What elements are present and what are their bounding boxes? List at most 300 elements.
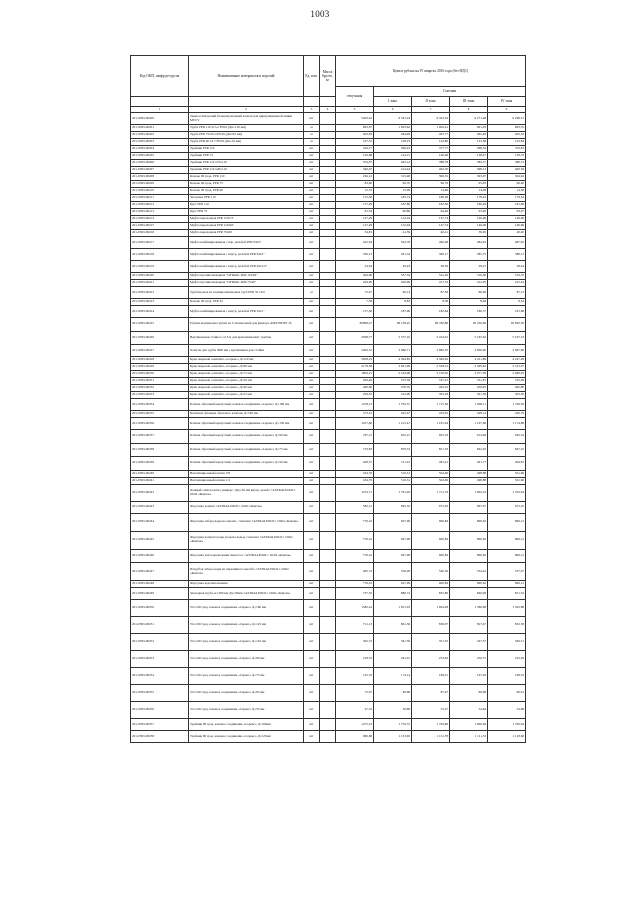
cell-name: Муфта противопожарная "ОГРАКС-ПМ-75/40" bbox=[189, 280, 304, 287]
cell-zone1-price: 927,09 bbox=[374, 513, 412, 531]
cell-zone4-price: 896,12 bbox=[488, 581, 526, 588]
table-row bbox=[131, 202, 526, 209]
cell-zone3-price: 167,29 bbox=[450, 668, 488, 685]
table-row bbox=[131, 702, 526, 719]
cell-zone2-price: 96 330,88 bbox=[412, 318, 450, 332]
table-row bbox=[131, 418, 526, 430]
cell-code: 201-0393-00219 bbox=[131, 261, 189, 273]
table-row bbox=[131, 113, 526, 125]
cell-code: 201-0393-00246 bbox=[131, 549, 189, 563]
cell-mass bbox=[320, 563, 336, 581]
cell-zone3-price: 2 499,62 bbox=[450, 364, 488, 371]
cell-release-price: 434,76 bbox=[336, 470, 374, 477]
cell-unit: шт bbox=[304, 306, 320, 318]
cell-release-price: 218,52 bbox=[336, 651, 374, 668]
cell-name: Клапан обратный корпусный, клеевое соединение «Серекс» Д=75 мм bbox=[189, 443, 304, 457]
cell-release-price: 145,79 bbox=[336, 668, 374, 685]
cell-unit: шт bbox=[304, 600, 320, 617]
cell-zone4-price: 896,12 bbox=[488, 549, 526, 563]
table-row bbox=[131, 209, 526, 216]
cell-zone2-price: 1 181,04 bbox=[412, 418, 450, 430]
cell-zone3-price: 123,38 bbox=[450, 139, 488, 146]
cell-unit: шт bbox=[304, 531, 320, 549]
cell-unit: шт bbox=[304, 357, 320, 364]
header-empty bbox=[320, 97, 336, 107]
column-number: 1 bbox=[131, 107, 189, 113]
cell-zone4-price: 1 174,88 bbox=[488, 418, 526, 430]
cell-zone3-price: 180,49 bbox=[450, 202, 488, 209]
table-row bbox=[131, 563, 526, 581]
cell-name: Клапан обратный корпусный, клеевое соединение «Серекс» Д=50 мм bbox=[189, 457, 304, 471]
cell-release-price: 47,32 bbox=[336, 702, 374, 719]
cell-mass bbox=[320, 318, 336, 332]
cell-code: 201-0393-00245 bbox=[131, 531, 189, 549]
cell-unit: шт bbox=[304, 230, 320, 237]
cell-zone2-price: 675,63 bbox=[412, 501, 450, 513]
cell-unit: шт bbox=[304, 195, 320, 202]
cell-zone4-price: 896,12 bbox=[488, 531, 526, 549]
cell-mass bbox=[320, 273, 336, 280]
cell-release-price: 120,68 bbox=[336, 153, 374, 160]
cell-code: 201-0393-00203 bbox=[131, 139, 189, 146]
cell-zone3-price: 914,69 bbox=[450, 430, 488, 444]
cell-zone4-price: 146,96 bbox=[488, 223, 526, 230]
cell-name: Трубопровод из полипропиленовых труб PPR 32 x3,0 bbox=[189, 287, 304, 299]
cell-release-price: 1475,23 bbox=[336, 719, 374, 731]
cell-release-price: 302,72 bbox=[336, 634, 374, 651]
cell-zone4-price: 139,33 bbox=[488, 153, 526, 160]
cell-zone2-price: 504,60 bbox=[412, 470, 450, 477]
cell-zone1-price: 927,09 bbox=[374, 531, 412, 549]
cell-release-price: 422,64 bbox=[336, 237, 374, 249]
cell-name: Форсунка донная <ASTRALPOOL> ООО «Коитек» bbox=[189, 501, 304, 513]
cell-code: 201-0393-00257 bbox=[131, 719, 189, 731]
table-row bbox=[131, 125, 526, 132]
table-row bbox=[131, 331, 526, 345]
cell-code: 201-0393-00247 bbox=[131, 563, 189, 581]
cell-zone2-price: 497,41 bbox=[412, 457, 450, 471]
table-row bbox=[131, 392, 526, 399]
cell-mass bbox=[320, 430, 336, 444]
cell-release-price: 776,16 bbox=[336, 581, 374, 588]
cell-unit: шт bbox=[304, 581, 320, 588]
cell-release-price: 797,15 bbox=[336, 430, 374, 444]
cell-code: 201-0393-00205 bbox=[131, 153, 189, 160]
cell-zone2-price: 351,35 bbox=[412, 634, 450, 651]
cell-unit: шт bbox=[304, 399, 320, 411]
cell-zone2-price: 55,27 bbox=[412, 702, 450, 719]
cell-code: 201-0393-00204 bbox=[131, 146, 189, 153]
cell-code: 201-0393-00235 bbox=[131, 411, 189, 418]
table-row bbox=[131, 230, 526, 237]
table-row bbox=[131, 549, 526, 563]
cell-zone4-price: 896,12 bbox=[488, 513, 526, 531]
cell-unit: шт bbox=[304, 634, 320, 651]
cell-zone2-price: 96,79 bbox=[412, 181, 450, 188]
cell-mass bbox=[320, 113, 336, 125]
cell-zone3-price: 138,47 bbox=[450, 153, 488, 160]
cell-zone4-price: 40,20 bbox=[488, 230, 526, 237]
cell-zone3-price: 890,62 bbox=[450, 581, 488, 588]
cell-release-price: 463,46 bbox=[336, 378, 374, 385]
cell-name: Бурт PPR 110 bbox=[189, 202, 304, 209]
cell-zone2-price: 1 711,53 bbox=[412, 484, 450, 501]
cell-code: 201-0393-00200 bbox=[131, 113, 189, 125]
cell-release-price: 7,39 bbox=[336, 299, 374, 306]
cell-release-price: 157,29 bbox=[336, 202, 374, 209]
cell-zone1-price: 4 394,85 bbox=[374, 357, 412, 364]
cell-mass bbox=[320, 392, 336, 399]
cell-name: Форсунка для подключения пылесоса <ASTRALPOOL> ООО «Коитек» bbox=[189, 549, 304, 563]
cell-zone3-price: 54,64 bbox=[450, 702, 488, 719]
cell-mass bbox=[320, 513, 336, 531]
table-row bbox=[131, 668, 526, 685]
cell-zone2-price: 851,70 bbox=[412, 443, 450, 457]
cell-zone2-price: 28,59 bbox=[412, 261, 450, 273]
cell-code: 201-0393-00250 bbox=[131, 600, 189, 617]
table-row bbox=[131, 223, 526, 230]
cell-zone1-price: 56,88 bbox=[374, 702, 412, 719]
cell-mass bbox=[320, 195, 336, 202]
cell-mass bbox=[320, 617, 336, 634]
cell-mass bbox=[320, 209, 336, 216]
cell-zone3-price: 2 077,09 bbox=[450, 371, 488, 378]
cell-zone2-price: 465,22 bbox=[412, 385, 450, 392]
cell-zone2-price: 124,80 bbox=[412, 139, 450, 146]
cell-zone3-price: 484,92 bbox=[450, 237, 488, 249]
cell-release-price: 336,13 bbox=[336, 249, 374, 261]
cell-zone4-price: 537,67 bbox=[488, 563, 526, 581]
table-row bbox=[131, 531, 526, 549]
cell-zone1-price: 927,09 bbox=[374, 549, 412, 563]
cell-zone2-price: 377,77 bbox=[412, 146, 450, 153]
column-number: 2 bbox=[189, 107, 304, 113]
cell-code: 201-0393-00244 bbox=[131, 513, 189, 531]
cell-name: Муфта переходная PPR 110x63 bbox=[189, 223, 304, 230]
cell-zone1-price: 315,48 bbox=[374, 174, 412, 181]
cell-release-price: 155,30 bbox=[336, 195, 374, 202]
cell-zone3-price: 846,09 bbox=[450, 588, 488, 600]
cell-name: Заглушка PPR 110 bbox=[189, 195, 304, 202]
cell-mass bbox=[320, 470, 336, 477]
cell-zone1-price: 1 003,62 bbox=[374, 125, 412, 132]
cell-zone2-price: 490,48 bbox=[412, 237, 450, 249]
cell-release-price: 373,12 bbox=[336, 411, 374, 418]
cell-mass bbox=[320, 484, 336, 501]
cell-mass bbox=[320, 223, 336, 230]
cell-name: Клапан обратный корпусный, клеевое соединение «Серекс» Д=90 мм bbox=[189, 430, 304, 444]
table-row bbox=[131, 306, 526, 318]
cell-mass bbox=[320, 160, 336, 167]
cell-mass bbox=[320, 719, 336, 731]
cell-release-price: 346,07 bbox=[336, 167, 374, 174]
cell-name: Муфта комбинированная с нар. резьбой PPR 63х2" bbox=[189, 237, 304, 249]
cell-zone1-price: 6 325,24 bbox=[374, 113, 412, 125]
cell-code: 201-0393-00218 bbox=[131, 249, 189, 261]
cell-zone1-price: 152,04 bbox=[374, 216, 412, 223]
cell-zone4-price: 1 700,94 bbox=[488, 719, 526, 731]
cell-zone4-price: 501,96 bbox=[488, 470, 526, 477]
cell-zone1-price: 185,74 bbox=[374, 195, 412, 202]
cell-zone1-price: 478,70 bbox=[374, 385, 412, 392]
table-row bbox=[131, 174, 526, 181]
table-row bbox=[131, 371, 526, 378]
cell-zone3-price: 1 167,66 bbox=[450, 418, 488, 430]
cell-name: Тройник PPR 110 x20x110 bbox=[189, 167, 304, 174]
cell-unit: шт bbox=[304, 411, 320, 418]
cell-zone2-price: 306,55 bbox=[412, 174, 450, 181]
cell-zone4-price: 303,30 bbox=[488, 392, 526, 399]
table-row bbox=[131, 581, 526, 588]
cell-unit: шт bbox=[304, 430, 320, 444]
cell-zone3-price: 39,95 bbox=[450, 230, 488, 237]
cell-zone3-price: 428,14 bbox=[450, 411, 488, 418]
cell-name: Колено 90 град. PPR 75 bbox=[189, 181, 304, 188]
cell-code: 201-0393-00239 bbox=[131, 457, 189, 471]
cell-zone3-price: 146,06 bbox=[450, 216, 488, 223]
cell-name: Колено 90 град. PPR 32 bbox=[189, 299, 304, 306]
header-unit: Ед. изм. bbox=[304, 56, 320, 97]
cell-code: 201-0393-00220 bbox=[131, 273, 189, 280]
cell-zone4-price: 400,59 bbox=[488, 167, 526, 174]
cell-zone2-price: 467,77 bbox=[412, 132, 450, 139]
cell-zone2-price: 8,58 bbox=[412, 299, 450, 306]
cell-mass bbox=[320, 731, 336, 743]
cell-zone4-price: 28,44 bbox=[488, 261, 526, 273]
cell-zone4-price: 851,32 bbox=[488, 588, 526, 600]
cell-zone3-price: 534,42 bbox=[450, 563, 488, 581]
cell-zone3-price: 1 690,49 bbox=[450, 719, 488, 731]
cell-zone1-price: 89,68 bbox=[374, 685, 412, 702]
cell-mass bbox=[320, 132, 336, 139]
cell-name: Кран шаровой «standart» «Серекс» Д=110 мм bbox=[189, 357, 304, 364]
cell-name: Клапан обратный корпусный, клеевое соединение «Серекс» Д=150 мм bbox=[189, 418, 304, 430]
cell-zone2-price: 417,53 bbox=[412, 280, 450, 287]
cell-unit: шт bbox=[304, 174, 320, 181]
cell-unit: м bbox=[304, 287, 320, 299]
cell-name: Комплект фланцев обратного клапана Д=160 мм bbox=[189, 411, 304, 418]
cell-mass bbox=[320, 146, 336, 153]
cell-code: 201-0393-00251 bbox=[131, 617, 189, 634]
cell-code: 201-0393-00229 bbox=[131, 364, 189, 371]
cell-release-price: 12,53 bbox=[336, 188, 374, 195]
cell-zone4-price: 535,09 bbox=[488, 378, 526, 385]
cell-unit: шт bbox=[304, 237, 320, 249]
table-row bbox=[131, 287, 526, 299]
cell-name: Кран шаровой «standart» «Серекс» Д=25 мм bbox=[189, 392, 304, 399]
cell-zone2-price: 2 882,70 bbox=[412, 345, 450, 357]
cell-zone4-price: 415,44 bbox=[488, 280, 526, 287]
cell-zone3-price: 1 111,53 bbox=[450, 731, 488, 743]
cell-unit: шт bbox=[304, 513, 320, 531]
table-row bbox=[131, 249, 526, 261]
cell-mass bbox=[320, 153, 336, 160]
cell-zone4-price: 179,54 bbox=[488, 195, 526, 202]
cell-zone1-price: 401,34 bbox=[374, 249, 412, 261]
cell-name: Угол 90 град. клеевое соединение «Серекс» Д=63 мм bbox=[189, 685, 304, 702]
cell-name: Тройник PPR 110 x75x110 bbox=[189, 160, 304, 167]
cell-zone1-price: 1 765,57 bbox=[374, 399, 412, 411]
cell-code: 201-0393-00225 bbox=[131, 318, 189, 332]
cell-zone3-price: 531,81 bbox=[450, 378, 488, 385]
cell-zone3-price: 890,62 bbox=[450, 531, 488, 549]
cell-zone1-price: 128,23 bbox=[374, 139, 412, 146]
cell-unit: шт bbox=[304, 209, 320, 216]
column-number: 9 bbox=[488, 107, 526, 113]
cell-code: 201-0393-00208 bbox=[131, 174, 189, 181]
cell-zone1-price: 99 138,25 bbox=[374, 318, 412, 332]
cell-release-price: 324,17 bbox=[336, 146, 374, 153]
cell-name: Кран шаровой «standart» «Серекс» Д=40 мм bbox=[189, 385, 304, 392]
cell-code: 201-0393-00209 bbox=[131, 181, 189, 188]
cell-zone2-price: 433,05 bbox=[412, 411, 450, 418]
cell-zone1-price: 464,49 bbox=[374, 132, 412, 139]
cell-zone4-price: 1 595,88 bbox=[488, 600, 526, 617]
table-row bbox=[131, 318, 526, 332]
cell-zone4-price: 832,58 bbox=[488, 617, 526, 634]
cell-unit: шт bbox=[304, 617, 320, 634]
cell-name: Патрубок забора воды из переливного желоба <ASTRALPOOL> ООО «Коитек» bbox=[189, 563, 304, 581]
cell-zone2-price: 182,56 bbox=[412, 202, 450, 209]
cell-mass bbox=[320, 139, 336, 146]
cell-zone2-price: 836,97 bbox=[412, 617, 450, 634]
cell-name: Труба PPR 110 x15,2 PN16 (Дн=110 мм) bbox=[189, 125, 304, 132]
cell-zone1-price: 261,01 bbox=[374, 651, 412, 668]
cell-zone2-price: 540,56 bbox=[412, 563, 450, 581]
cell-mass bbox=[320, 249, 336, 261]
cell-unit: шт bbox=[304, 651, 320, 668]
header-code: Код ОКП, шифр ресурсов bbox=[131, 56, 189, 97]
cell-unit: шт bbox=[304, 146, 320, 153]
cell-zone2-price: 14,96 bbox=[412, 188, 450, 195]
cell-code: 201-0393-00217 bbox=[131, 237, 189, 249]
cell-zone2-price: 253,62 bbox=[412, 651, 450, 668]
cell-zone2-price: 182,64 bbox=[412, 306, 450, 318]
cell-name: Форсунка водонаполнения bbox=[189, 581, 304, 588]
cell-code: 201-0393-00231 bbox=[131, 378, 189, 385]
header-zone4: IV зона bbox=[488, 97, 526, 107]
cell-zone3-price: 1 696,11 bbox=[450, 399, 488, 411]
cell-zone4-price: 96,40 bbox=[488, 181, 526, 188]
cell-zone3-price: 146,06 bbox=[450, 223, 488, 230]
cell-mass bbox=[320, 202, 336, 209]
cell-code: 201-0393-00207 bbox=[131, 167, 189, 174]
cell-zone3-price: 95,83 bbox=[450, 181, 488, 188]
cell-zone2-price: 900,84 bbox=[412, 513, 450, 531]
cell-zone1-price: 403,12 bbox=[374, 160, 412, 167]
table-row bbox=[131, 146, 526, 153]
cell-name: Колено 90 град. PPR 40 bbox=[189, 188, 304, 195]
cell-zone3-price: 498,88 bbox=[450, 470, 488, 477]
cell-zone1-price: 15,09 bbox=[374, 188, 412, 195]
cell-zone2-price: 1 709,89 bbox=[412, 719, 450, 731]
cell-zone3-price: 8,48 bbox=[450, 299, 488, 306]
cell-zone2-price: 169,21 bbox=[412, 668, 450, 685]
cell-unit: шт bbox=[304, 364, 320, 371]
cell-zone4-price: 86,61 bbox=[488, 685, 526, 702]
cell-mass bbox=[320, 634, 336, 651]
cell-release-price: 354,07 bbox=[336, 160, 374, 167]
cell-mass bbox=[320, 167, 336, 174]
cell-unit: шт bbox=[304, 563, 320, 581]
cell-unit: шт bbox=[304, 153, 320, 160]
cell-release-price: 721,13 bbox=[336, 617, 374, 634]
cell-code: 201-0393-00241 bbox=[131, 477, 189, 484]
cell-zone2-price: 925,18 bbox=[412, 430, 450, 444]
cell-unit: шт bbox=[304, 345, 320, 357]
cell-zone4-price: 430,79 bbox=[488, 411, 526, 418]
cell-zone2-price: 504,60 bbox=[412, 477, 450, 484]
table-row bbox=[131, 513, 526, 531]
cell-name: Вентиляционный клапан 3/8 bbox=[189, 470, 304, 477]
cell-zone1-price: 174,14 bbox=[374, 668, 412, 685]
cell-code: 201-0393-00253 bbox=[131, 651, 189, 668]
cell-release-price: 157,36 bbox=[336, 306, 374, 318]
cell-mass bbox=[320, 230, 336, 237]
cell-zone4-price: 2 867,60 bbox=[488, 345, 526, 357]
cell-zone3-price: 178,43 bbox=[450, 195, 488, 202]
page-number: 1003 bbox=[310, 9, 330, 19]
cell-zone2-price: 147,74 bbox=[412, 216, 450, 223]
header-zone1: I зона bbox=[374, 97, 412, 107]
cell-code: 201-0393-00254 bbox=[131, 668, 189, 685]
cell-code: 201-0393-00236 bbox=[131, 418, 189, 430]
cell-unit: шт bbox=[304, 685, 320, 702]
cell-release-price: 81,34 bbox=[336, 209, 374, 216]
cell-zone4-price: 993,35 bbox=[488, 125, 526, 132]
cell-mass bbox=[320, 668, 336, 685]
cell-zone1-price: 187,80 bbox=[374, 202, 412, 209]
cell-mass bbox=[320, 685, 336, 702]
cell-zone4-price: 1 118,60 bbox=[488, 731, 526, 743]
cell-name: Труба PPR 40 x3,7 PN16 (Дн=32 мм) bbox=[189, 139, 304, 146]
cell-zone1-price: 2 966,71 bbox=[374, 345, 412, 357]
cell-zone3-price: 6 271,48 bbox=[450, 113, 488, 125]
cell-zone2-price: 87,59 bbox=[412, 287, 450, 299]
cell-code: 201-0393-00234 bbox=[131, 399, 189, 411]
cell-zone1-price: 1 761,49 bbox=[374, 484, 412, 501]
table-row bbox=[131, 357, 526, 364]
cell-zone4-price: 304,94 bbox=[488, 174, 526, 181]
table-row bbox=[131, 273, 526, 280]
cell-mass bbox=[320, 443, 336, 457]
cell-zone1-price: 96,80 bbox=[374, 209, 412, 216]
table-row bbox=[131, 299, 526, 306]
cell-zone4-price: 519,55 bbox=[488, 273, 526, 280]
cell-release-price: 2178,38 bbox=[336, 364, 374, 371]
cell-unit: м bbox=[304, 132, 320, 139]
cell-name: Угол 90 град. клеевое соединение «Серекс» Д=160 мм bbox=[189, 600, 304, 617]
cell-code: 201-0393-00210 bbox=[131, 188, 189, 195]
cell-code: 201-0393-00224 bbox=[131, 306, 189, 318]
cell-unit: шт bbox=[304, 249, 320, 261]
cell-unit: шт bbox=[304, 477, 320, 484]
cell-zone4-price: 920,34 bbox=[488, 430, 526, 444]
cell-unit: шт bbox=[304, 392, 320, 399]
cell-unit: шт bbox=[304, 731, 320, 743]
cell-zone4-price: 8,54 bbox=[488, 299, 526, 306]
table-row bbox=[131, 153, 526, 160]
cell-name: Клапан обратный корпусный, клеевое соединение «Серекс» Д=160 мм bbox=[189, 399, 304, 411]
table-row bbox=[131, 588, 526, 600]
cell-zone3-price: 347,37 bbox=[450, 634, 488, 651]
cell-mass bbox=[320, 261, 336, 273]
cell-mass bbox=[320, 651, 336, 668]
cell-code: 201-0393-00228 bbox=[131, 357, 189, 364]
cell-name: Закладная труба, из 300 мм Ду=50мм <ASTRALPOOL> ООО «Коитек» bbox=[189, 588, 304, 600]
cell-release-price: 34,81 bbox=[336, 230, 374, 237]
cell-release-price: 75,47 bbox=[336, 287, 374, 299]
